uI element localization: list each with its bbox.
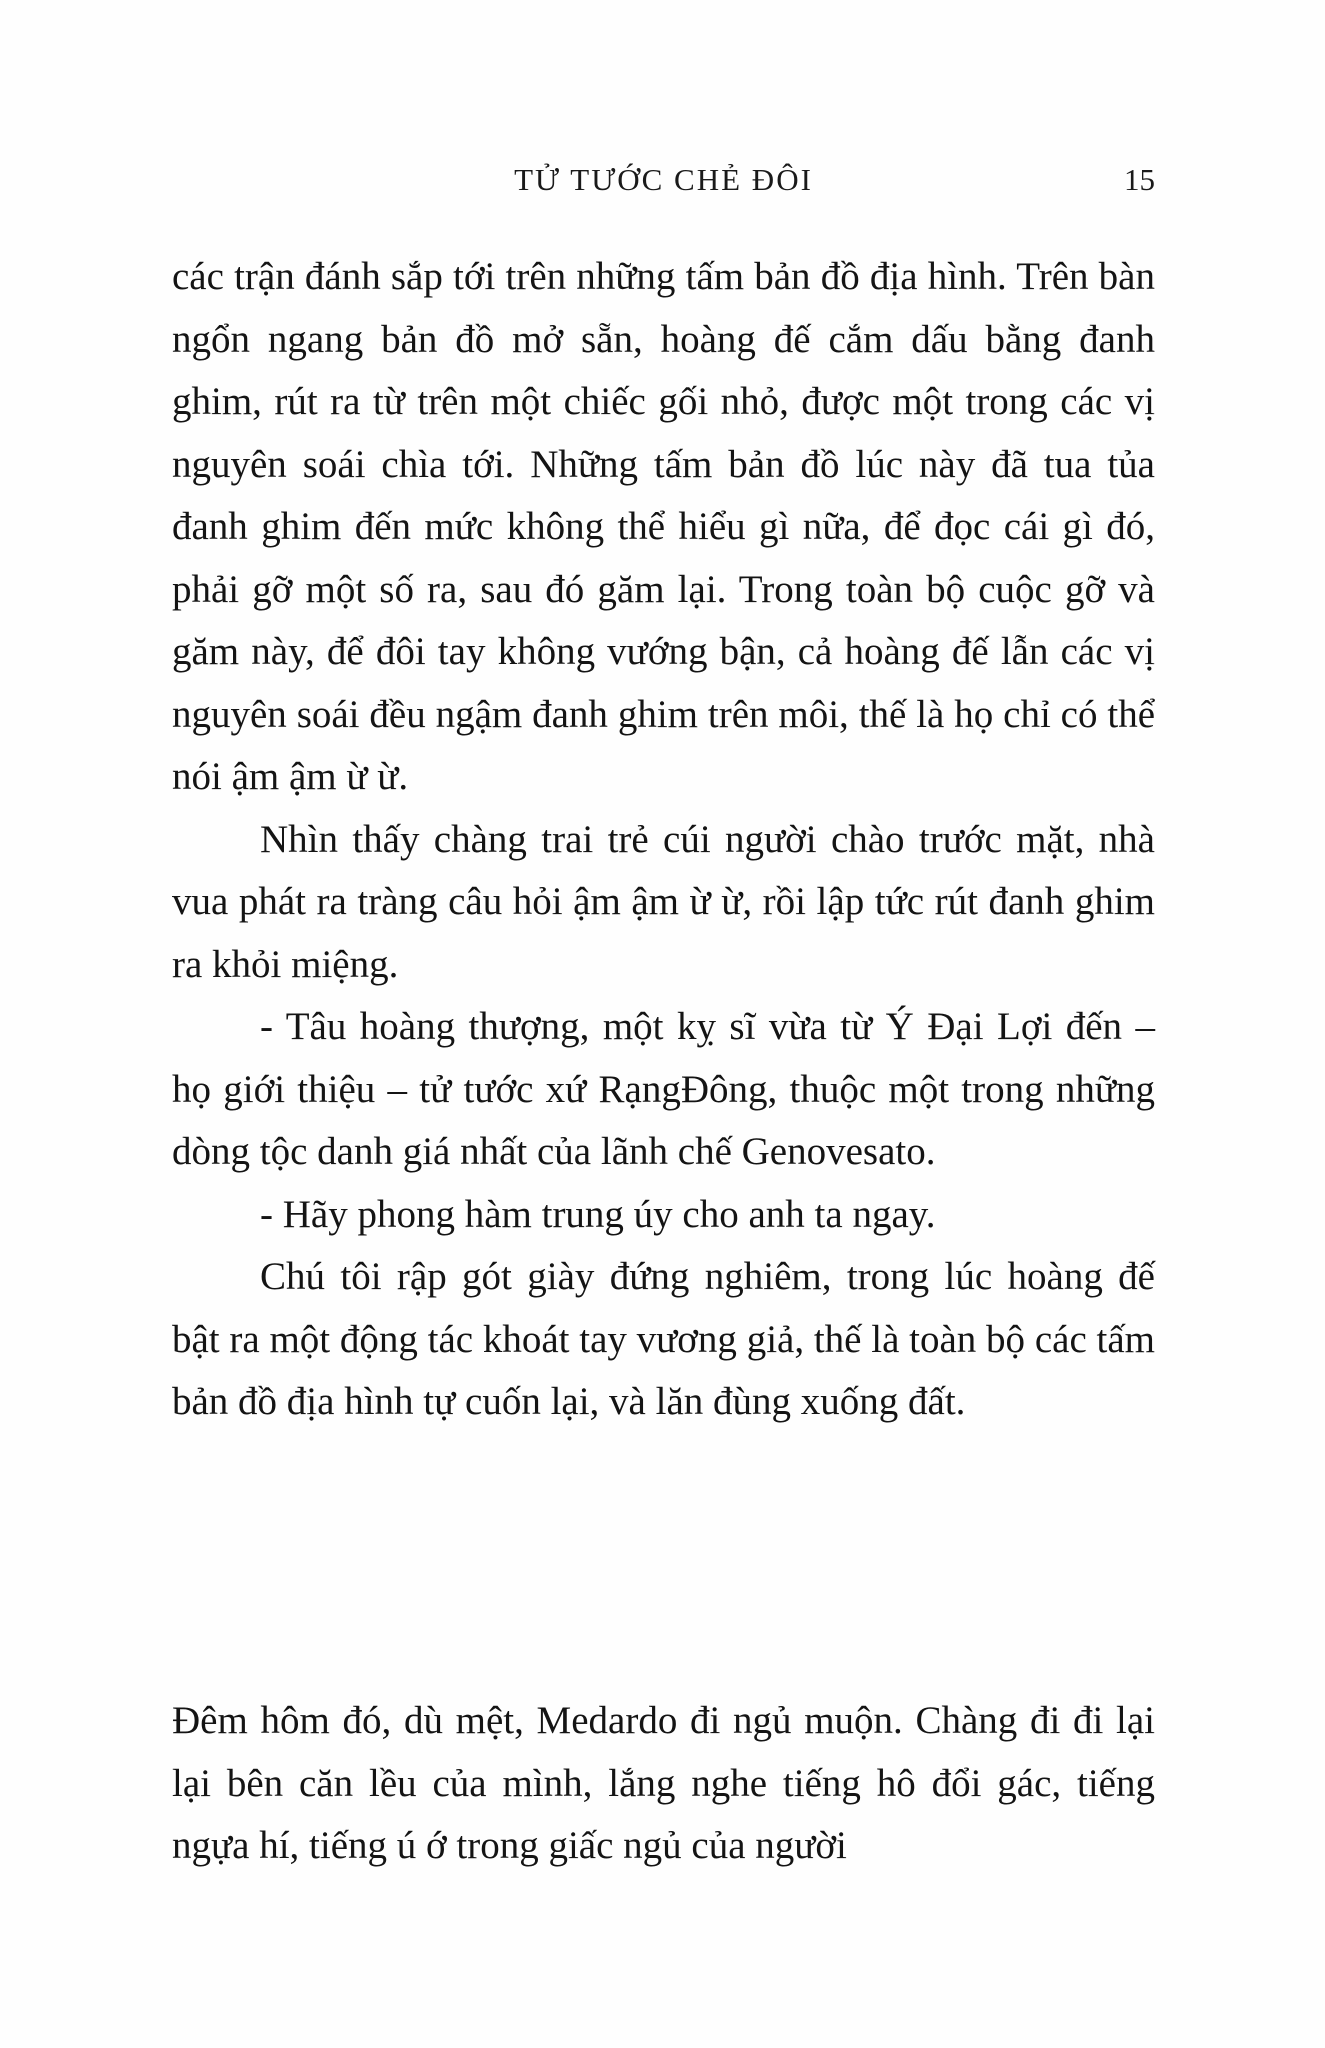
paragraph-emperor-asks: Nhìn thấy chàng trai trẻ cúi người chào trước mặt, nhà vua phát ra tràng câu hỏi ậm ậm ừ ừ, rồi lập tức rút đanh ghim ra khỏi miệng. [172, 817, 1155, 986]
section-1-body [172, 246, 1155, 1434]
paragraph-maps-roll: Chú tôi rập gót giày đứng nghiêm, trong lúc hoàng đế bật ra một động tác khoát tay vương giả, thế là toàn bộ các tấm bản đồ địa hình tự cuốn lại, và lăn đùng xuống đất. [172, 1255, 1155, 1423]
dialog-line-introduction: - Tâu hoàng thượng, một kỵ sĩ vừa từ Ý Đại Lợi đến – họ giới thiệu – tử tước xứ RạngĐông, thuộc một trong những dòng tộc danh giá nhất của lãnh chế Genovesato. [172, 1005, 1155, 1173]
paragraph-section-start: Đêm hôm đó, dù mệt, Medardo đi ngủ muộn. Chàng đi đi lại lại bên căn lều của mình, lắng nghe tiếng hô đổi gác, tiếng ngựa hí, tiếng ú ớ trong giấc ngủ của người [172, 1699, 1155, 1867]
page-number: 15 [1124, 162, 1155, 197]
dialog-line-promotion: - Hãy phong hàm trung úy cho anh ta ngay. [260, 1192, 936, 1236]
section-2-body [172, 1690, 1155, 1878]
running-title: TỬ TƯỚC CHẺ ĐÔI [514, 162, 813, 197]
paragraph-continuation: các trận đánh sắp tới trên những tấm bản đồ địa hình. Trên bàn ngổn ngang bản đồ mở sẵn, hoàng đế cắm dấu bằng đanh ghim, rút ra từ trên một chiếc gối nhỏ, được một trong các vị nguyên soái chìa tới. Những tấm bản đồ lúc này đã tua tủa đanh ghim đến mức không thể hiểu gì nữa, để đọc cái gì đó, phải gỡ một số ra, sau đó găm lại. Trong toàn bộ cuộc gỡ và găm này, để đôi tay không vướng bận, cả hoàng đế lẫn các vị nguyên soái đều ngậm đanh ghim trên môi, thế là họ chỉ có thể nói ậm ậm ừ ừ. [172, 255, 1155, 798]
running-head [172, 150, 1155, 210]
